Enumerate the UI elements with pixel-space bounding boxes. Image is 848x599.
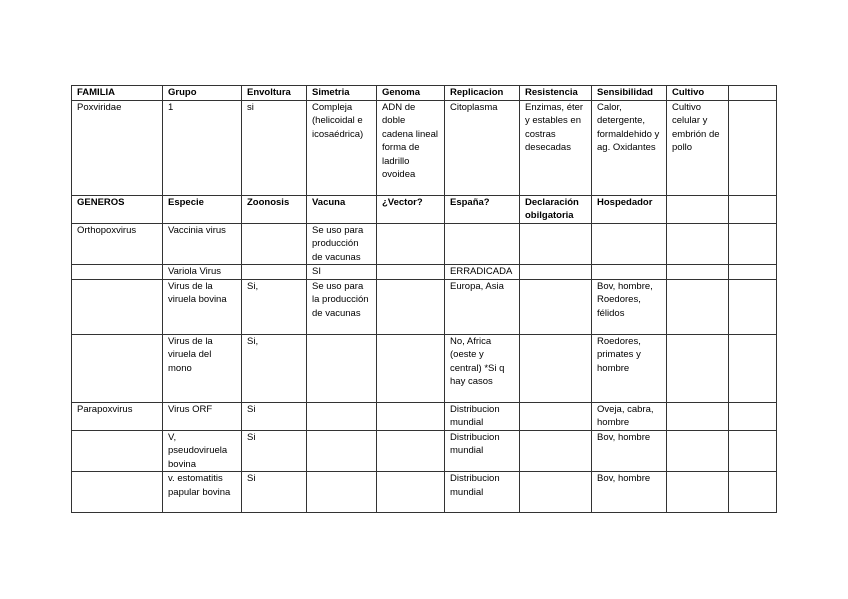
table-cell: [307, 430, 377, 472]
table-cell: [377, 265, 445, 280]
header-cell: Envoltura: [242, 86, 307, 101]
table-cell: Si: [242, 430, 307, 472]
header-cell: Replicacion: [445, 86, 520, 101]
table-cell: Bov, hombre: [592, 472, 667, 513]
table-cell: Citoplasma: [445, 100, 520, 195]
header-row-genera: [72, 195, 777, 223]
table-cell: Si,: [242, 279, 307, 334]
table-cell: [592, 223, 667, 265]
table-cell: [667, 223, 729, 265]
table-row: [72, 334, 777, 402]
table-cell: [520, 334, 592, 402]
table-cell: [667, 334, 729, 402]
table-cell: [242, 265, 307, 280]
table-cell: [667, 472, 729, 513]
table-cell: Virus ORF: [163, 402, 242, 430]
table-cell: Orthopoxvirus: [72, 223, 163, 265]
header-cell: Grupo: [163, 86, 242, 101]
table-cell: ADN de doble cadena lineal forma de ladrillo ovoidea: [377, 100, 445, 195]
table-cell: ERRADICADA: [445, 265, 520, 280]
table-cell: [520, 279, 592, 334]
table-cell: SI: [307, 265, 377, 280]
table-cell: [729, 402, 777, 430]
family-row: [72, 100, 777, 195]
table-row: [72, 265, 777, 280]
table-cell: [377, 279, 445, 334]
header-cell: GENEROS: [72, 195, 163, 223]
header-cell: España?: [445, 195, 520, 223]
table-cell: [729, 334, 777, 402]
table-cell: Se uso para producción de vacunas: [307, 223, 377, 265]
table-cell: [729, 279, 777, 334]
table-cell: Si,: [242, 334, 307, 402]
table-cell: [520, 430, 592, 472]
header-cell: Cultivo: [667, 86, 729, 101]
table-cell: [520, 402, 592, 430]
header-cell: Zoonosis: [242, 195, 307, 223]
header-cell: FAMILIA: [72, 86, 163, 101]
table-cell: Distribucion mundial: [445, 472, 520, 513]
table-cell: [72, 430, 163, 472]
table-cell: v. estomatitis papular bovina: [163, 472, 242, 513]
table-cell: Bov, hombre: [592, 430, 667, 472]
table-cell: Virus de la viruela bovina: [163, 279, 242, 334]
table-cell: [72, 265, 163, 280]
table-row: [72, 279, 777, 334]
table-cell: Calor, detergente, formaldehido y ag. Oxidantes: [592, 100, 667, 195]
table-cell: [667, 402, 729, 430]
table-cell: [377, 402, 445, 430]
table-cell: Enzimas, éter y estables en costras desecadas: [520, 100, 592, 195]
header-cell: Resistencia: [520, 86, 592, 101]
table-cell: [72, 279, 163, 334]
table-cell: [377, 334, 445, 402]
table-cell: Cultivo celular y embrión de pollo: [667, 100, 729, 195]
table-cell: Virus de la viruela del mono: [163, 334, 242, 402]
header-row-family: [72, 86, 777, 101]
table-cell: [520, 223, 592, 265]
table-cell: [729, 472, 777, 513]
table-cell: [377, 472, 445, 513]
table-cell: Se uso para la producción de vacunas: [307, 279, 377, 334]
table-cell: Vaccinia virus: [163, 223, 242, 265]
table-cell: [729, 100, 777, 195]
header-cell: Especie: [163, 195, 242, 223]
table-cell: Compleja (helicoidal e icosaédrica): [307, 100, 377, 195]
table-cell: Si: [242, 472, 307, 513]
header-cell: Simetria: [307, 86, 377, 101]
table-cell: [592, 265, 667, 280]
table-cell: [377, 430, 445, 472]
table-cell: [307, 334, 377, 402]
header-cell: Hospedador: [592, 195, 667, 223]
table-cell: [307, 472, 377, 513]
table-cell: Poxviridae: [72, 100, 163, 195]
table-cell: Roedores, primates y hombre: [592, 334, 667, 402]
table-cell: [377, 223, 445, 265]
table-row: [72, 223, 777, 265]
table-cell: No, Africa (oeste y central) *Si q hay casos: [445, 334, 520, 402]
header-cell: ¿Vector?: [377, 195, 445, 223]
table-cell: Europa, Asia: [445, 279, 520, 334]
table-cell: si: [242, 100, 307, 195]
header-cell: [729, 195, 777, 223]
table-cell: [72, 472, 163, 513]
table-cell: [72, 334, 163, 402]
table-cell: [307, 402, 377, 430]
table-cell: [667, 279, 729, 334]
table-cell: Distribucion mundial: [445, 430, 520, 472]
table-cell: V, pseudoviruela bovina: [163, 430, 242, 472]
table-cell: [729, 430, 777, 472]
table-cell: [520, 265, 592, 280]
header-cell: Declaración obilgatoria: [520, 195, 592, 223]
table-cell: Bov, hombre, Roedores, félidos: [592, 279, 667, 334]
table-cell: Parapoxvirus: [72, 402, 163, 430]
table-row: [72, 430, 777, 472]
header-cell: Sensibilidad: [592, 86, 667, 101]
header-cell: Genoma: [377, 86, 445, 101]
table-cell: [445, 223, 520, 265]
table-cell: [729, 265, 777, 280]
header-cell: [729, 86, 777, 101]
table-cell: Si: [242, 402, 307, 430]
header-cell: [667, 195, 729, 223]
table-row: [72, 472, 777, 513]
table-cell: Oveja, cabra, hombre: [592, 402, 667, 430]
table-cell: [667, 430, 729, 472]
poxvirus-table: [71, 85, 777, 513]
table-cell: Variola Virus: [163, 265, 242, 280]
table-cell: [667, 265, 729, 280]
table-cell: [242, 223, 307, 265]
header-cell: Vacuna: [307, 195, 377, 223]
table-cell: [729, 223, 777, 265]
table-cell: [520, 472, 592, 513]
table-cell: 1: [163, 100, 242, 195]
table-row: [72, 402, 777, 430]
table-cell: Distribucion mundial: [445, 402, 520, 430]
